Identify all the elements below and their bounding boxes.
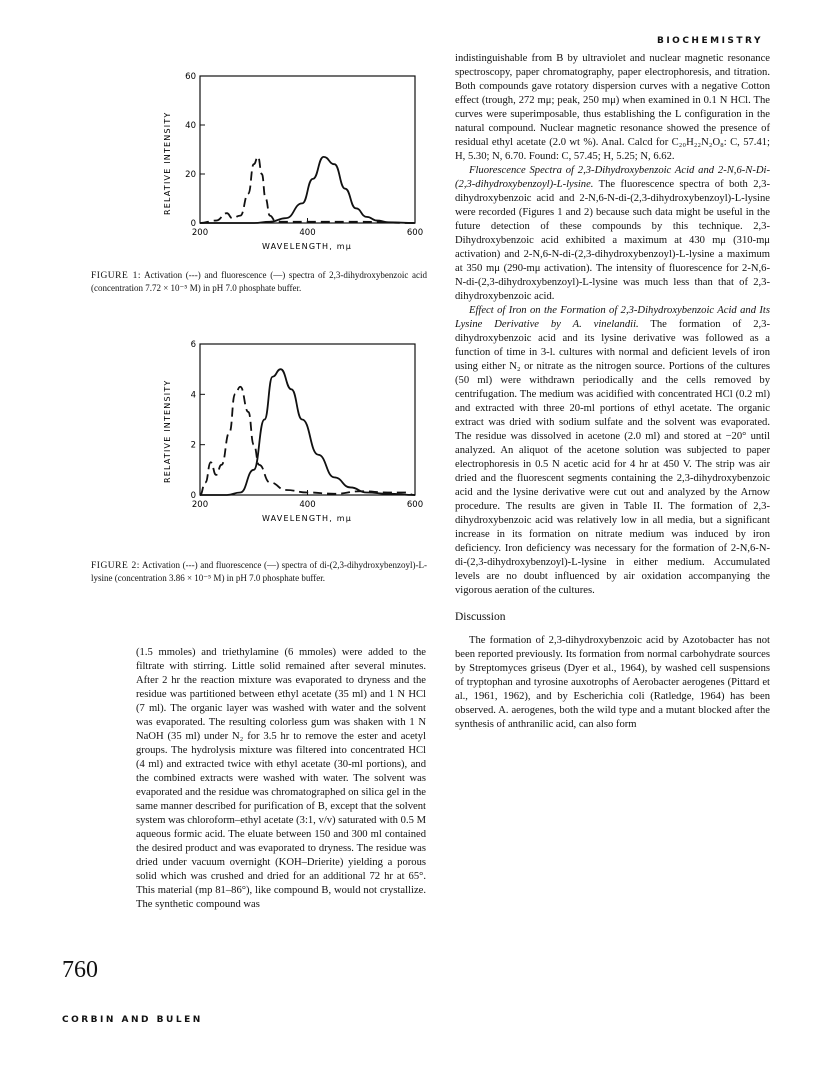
- y-tick-label: 40: [185, 121, 196, 131]
- fluorescence-heading: Fluorescence Spectra of 2,3-Dihydroxybenzoic Acid and 2-N,6-N-Di-(2,3-dihydroxybenzoyl)-L-lysine.: [455, 165, 770, 190]
- figure-2-chart: [150, 335, 430, 535]
- y-tick-label: 0: [190, 491, 196, 501]
- y-tick-label: 6: [190, 340, 196, 350]
- fig2-caption-text: Activation (---) and fluorescence (—) spectra of di-(2,3-dihydroxybenzoyl)-L-lysine (concentration 3.86 × 10⁻⁵ M) in pH 7.0 phosphate buffer.: [91, 560, 427, 583]
- x-tick-label: 200: [191, 500, 209, 510]
- figure-1-chart: [150, 65, 430, 265]
- iron-heading: Effect of Iron on the Formation of 2,3-Dihydroxybenzoic Acid and Its Lysine Derivative by A. vinelandii.: [455, 305, 770, 330]
- left-paragraph: (1.5 mmoles) and triethylamine (6 mmoles) were added to the filtrate with stirring. Little solid remained after several minutes. After 2 hr the reaction mixture was evaporated to dryness and the residue was partitioned between ethyl acetate (35 ml) and 1 N HCl (7 ml). The organic layer was washed with water and the solvent was evaporated. The resulting colorless gum was shaken with 1 N NaOH (35 ml) under N₂ for 3.5 hr to remove the ester and acetyl groups. The hydrolysis mixture was filtered into concentrated HCl (4 ml) and extracted twice with ethyl acetate (30-ml portions), and the combined extracts were washed with water. The solvent was evaporated and the residue was chromatographed on silica gel in the same manner described for purification of B, except that the solvent system was chloroform–ethyl acetate (3:1, v/v) saturated with 0.5 M aqueous formic acid. The eluate between 150 and 300 ml contained the desired product and was evaporated to dryness. The residue was dried under vacuum overnight (KOH–Drierite) yielding a porous solid which was crushed and dried for an additional 72 hr at 65°. This material (mp 81–86°), like compound B, would not crystallize. The synthetic compound was: [136, 647, 426, 910]
- fig1-caption-label: FIGURE 1:: [91, 271, 141, 281]
- fig1-caption-text: Activation (---) and fluorescence (—) spectra of 2,3-dihydroxybenzoic acid (concentration 7.72 × 10⁻⁵ M) in pH 7.0 phosphate buffer.: [91, 270, 428, 293]
- running-footer: CORBIN AND BULEN: [62, 1015, 203, 1025]
- x-tick-label: 400: [299, 500, 316, 510]
- fig1-ylabel: RELATIVE INTENSITY: [163, 111, 172, 215]
- page-number: 760: [62, 957, 98, 983]
- running-header: BIOCHEMISTRY: [656, 36, 763, 46]
- y-tick-label: 4: [190, 390, 196, 401]
- x-tick-label: 600: [406, 228, 424, 238]
- right-paragraph-2: [455, 164, 770, 304]
- right-paragraph-3: [455, 304, 770, 598]
- activation-spectrum-line: [200, 387, 415, 495]
- fig1-xlabel: WAVELENGTH, mμ: [261, 242, 353, 251]
- iron-body: The formation of 2,3-dihydroxybenzoic acid and its lysine derivative was followed as a function of time in 3-l. cultures with normal and deficient levels of iron using either N₂ or nitrate as the nitrogen source. Portions of the cultures (50 ml) were withdrawn periodically and the cells removed by centrifugation. The medium was acidified with concentrated HCl (0.2 ml) and extracted with three 20-ml portions of ethyl acetate. The organic extract was dried with sodium sulfate and the solvent was evaporated. The residue was dissolved in acetone (2.0 ml) and stored at −20° until analyzed. An aliquot of the acetone solution was subjected to paper electrophoresis in 0.5 N acetic acid for 4 hr at 450 V. The strip was air dried and the fluorescent segments containing the 2,3-dihydroxybenzoic acid and the lysine derivative were cut out and analyzed by the Arnow procedure. The results are given in Table II. The formation of 2,3-dihydroxybenzoic acid was relatively low in all media, but a significant increase in its formation on nitrate medium was induced by iron deficiency. Iron deficiency was necessary for the formation of 2-N,6-N-di-(2,3-dihydroxybenzoyl)-L-lysine in either medium. Accumulated levels are no doubt influenced by air oxidation accompanying the vigorous aeration of the cultures.: [455, 319, 770, 596]
- y-tick-label: 60: [185, 72, 196, 82]
- fluorescence-spectrum-line: [200, 157, 415, 223]
- y-tick-label: 2: [190, 440, 196, 451]
- left-column-text: [136, 646, 426, 912]
- fig2-ylabel: RELATIVE INTENSITY: [163, 379, 172, 483]
- fig1-frame: [200, 76, 415, 223]
- fig2-xlabel: WAVELENGTH, mμ: [261, 514, 353, 523]
- y-tick-label: 20: [185, 170, 196, 180]
- discussion-paragraph: The formation of 2,3-dihydroxybenzoic acid by Azotobacter has not been reported previously. Its formation from normal carbohydrate sources by Streptomyces griseus (Dyer et al., 1964), by washed cell suspensions of tryptophan and tyrosine auxotrophs of Aerobacter aerogenes (Pittard et al., 1961, 1962), and by Escherichia coli (Ratledge, 1964) has been observed. A. aerogenes, both the wild type and a mutant blocked after the synthesis of anthranilic acid, can also form: [455, 635, 770, 730]
- x-tick-label: 200: [191, 228, 209, 238]
- figure-2-caption: [91, 560, 427, 584]
- x-tick-label: 400: [299, 228, 316, 238]
- fig2-caption-label: FIGURE 2:: [91, 561, 140, 571]
- right-column-text: [455, 52, 770, 732]
- fluorescence-spectrum-line: [200, 369, 415, 495]
- right-paragraph-1: indistinguishable from B by ultraviolet and nuclear magnetic resonance spectroscopy, paper chromatography, paper electrophoresis, and titration. Both compounds gave rotatory dispersion curves with a negative Cotton effect (trough, 272 mμ; peak, 250 mμ) when examined in 0.1 N HCl. The curves were superimposable, thus establishing the L configuration in the natural compound. Nuclear magnetic resonance showed the presence of residual ethyl acetate (2.0 wt %). Anal. Calcd for C₂₀H₂₂N₂O₈: C, 57.41; H, 5.30; N, 6.70. Found: C, 57.45; H, 5.25; N, 6.62.: [455, 53, 770, 162]
- x-tick-label: 600: [406, 500, 424, 510]
- section-heading-discussion: Discussion: [455, 611, 506, 623]
- fluorescence-body: The fluorescence spectra of both 2,3-dihydroxybenzoic acid and 2-N,6-N-di-(2,3-dihydroxybenzoyl)-L-lysine were recorded (Figures 1 and 2) because such data might be useful in the future detection of these compounds by this technique. 2,3-Dihydroxybenzoic acid exhibited a maximum at 430 mμ (310-mμ activation) and 2-N,6-N-di-(2,3-dihydroxybenzoyl)-L-lysine a maximum at 350 mμ (290-mμ activation). The intensity of fluorescence for 2-N,6-N-di-(2,3-dihydroxybenzoyl)-L-lysine was much less than that of 2,3-dihydroxybenzoic acid.: [455, 179, 770, 302]
- fig2-frame: [200, 344, 415, 495]
- figure-1-caption: [91, 270, 427, 294]
- y-tick-label: 0: [190, 219, 196, 229]
